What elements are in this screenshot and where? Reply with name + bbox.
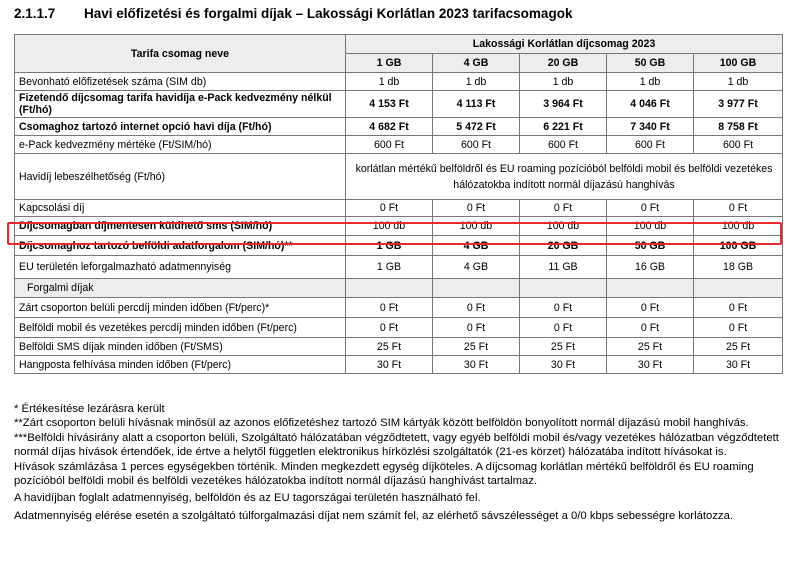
package-group-header: Lakossági Korlátlan díjcsomag 2023	[346, 35, 783, 54]
cell-value: 4 GB	[433, 256, 520, 279]
section-title: Havi előfizetési és forgalmi díjak – Lakossági Korlátlan 2023 tarifacsomagok	[84, 6, 573, 21]
cell-value: 30 Ft	[607, 356, 694, 374]
table-row	[15, 91, 783, 118]
row-label: Hangposta felhívása minden időben (Ft/perc)	[15, 356, 346, 374]
table-row	[15, 338, 783, 356]
empty-cell	[694, 279, 783, 298]
cell-value: 3 964 Ft	[520, 91, 607, 118]
row-label: Zárt csoporton belüli percdíj minden időben (Ft/perc)*	[15, 298, 346, 318]
cell-value: 4 113 Ft	[433, 91, 520, 118]
cell-value: 0 Ft	[694, 200, 783, 217]
cell-value: 0 Ft	[346, 298, 433, 318]
cell-value: 0 Ft	[694, 298, 783, 318]
cell-value: 11 GB	[520, 256, 607, 279]
cell-value: 0 Ft	[520, 318, 607, 338]
cell-value: 600 Ft	[520, 136, 607, 154]
cell-value: 1 db	[433, 73, 520, 91]
cell-value: 100 db	[520, 217, 607, 236]
cell-value: 600 Ft	[346, 136, 433, 154]
cell-value: 1 db	[520, 73, 607, 91]
cell-value: 100 db	[433, 217, 520, 236]
cell-value: 0 Ft	[346, 200, 433, 217]
row-label: e-Pack kedvezmény mértéke (Ft/SIM/hó)	[15, 136, 346, 154]
cell-value: 1 GB	[346, 256, 433, 279]
footnote: * Értékesítése lezárásra került	[14, 403, 165, 415]
cell-value: 600 Ft	[433, 136, 520, 154]
cell-value: 25 Ft	[433, 338, 520, 356]
row-label: EU területén leforgalmazható adatmennyiség	[15, 256, 346, 279]
row-label: Csomaghoz tartozó internet opció havi díja (Ft/hó)	[15, 118, 346, 136]
tariff-table	[14, 34, 783, 374]
row-label: Díjcsomaghoz tartozó belföldi adatforgalom (SIM/hó)**	[15, 236, 346, 256]
table-row	[15, 154, 783, 200]
cell-value: 30 Ft	[694, 356, 783, 374]
cell-value: 25 Ft	[694, 338, 783, 356]
cell-value: 20 GB	[520, 236, 607, 256]
cell-value: 100 db	[694, 217, 783, 236]
section-number: 2.1.1.7	[14, 6, 56, 21]
cell-value: 16 GB	[607, 256, 694, 279]
section-heading	[14, 6, 572, 21]
cell-value: 0 Ft	[520, 298, 607, 318]
empty-cell	[607, 279, 694, 298]
cell-value: 50 GB	[607, 236, 694, 256]
cell-value: 8 758 Ft	[694, 118, 783, 136]
cell-value: 30 Ft	[433, 356, 520, 374]
cell-value: 4 153 Ft	[346, 91, 433, 118]
cell-value: 0 Ft	[694, 318, 783, 338]
cell-value: 4 GB	[433, 236, 520, 256]
footnote: ***Belföldi hívásirány alatt a csoporton belüli, Szolgáltató hálózatában végződtetett, vagy egyéb belföldi mobil és/vagy vezetékes hálózatban végződtetett normál díjas hívások értendőek, ide értve a helytől független elektronikus hírközlési szolgáltatók (21-es körzet) hálózatába indított hívásokat is.	[14, 431, 779, 459]
cell-value: 25 Ft	[520, 338, 607, 356]
cell-value: 100 db	[346, 217, 433, 236]
row-label: Belföldi SMS díjak minden időben (Ft/SMS)	[15, 338, 346, 356]
table-row	[15, 118, 783, 136]
row-label: Kapcsolási díj	[15, 200, 346, 217]
cell-value: 1 GB	[346, 236, 433, 256]
section-row	[15, 279, 783, 298]
cell-value: 4 682 Ft	[346, 118, 433, 136]
footnote: **Zárt csoporton belüli hívásnak minősül az azonos előfizetéshez tartozó SIM kártyák között belföldön bonyolított normál díjazású mobil hanghívás.	[14, 417, 749, 430]
table-row	[15, 136, 783, 154]
cell-value: 30 Ft	[520, 356, 607, 374]
cell-value: 0 Ft	[607, 200, 694, 217]
table-row	[15, 298, 783, 318]
cell-value: 0 Ft	[433, 200, 520, 217]
table-row	[15, 256, 783, 279]
table-row	[15, 73, 783, 91]
cell-value: 0 Ft	[433, 318, 520, 338]
footnotes	[14, 402, 784, 523]
row-label: Belföldi mobil és vezetékes percdíj minden időben (Ft/perc)	[15, 318, 346, 338]
table-row	[15, 356, 783, 374]
cell-value: 25 Ft	[607, 338, 694, 356]
row-label: Fizetendő díjcsomag tarifa havidíja e-Pack kedvezmény nélkül (Ft/hó)	[15, 91, 346, 118]
cell-value: 100 GB	[694, 236, 783, 256]
cell-value: 0 Ft	[346, 318, 433, 338]
tariff-name-header: Tarifa csomag neve	[15, 35, 346, 73]
cell-value: 3 977 Ft	[694, 91, 783, 118]
cell-value: 600 Ft	[694, 136, 783, 154]
cell-value: 0 Ft	[607, 298, 694, 318]
merged-cell-value: korlátlan mértékű belföldről és EU roaming pozícióból belföldi mobil és belföldi vezetékes hálózatokba indított normál díjazású hanghívás	[346, 154, 783, 200]
section-label: Forgalmi díjak	[15, 279, 346, 298]
package-header: 1 GB	[346, 54, 433, 73]
empty-cell	[520, 279, 607, 298]
package-header: 20 GB	[520, 54, 607, 73]
cell-value: 6 221 Ft	[520, 118, 607, 136]
cell-value: 100 db	[607, 217, 694, 236]
cell-value: 1 db	[694, 73, 783, 91]
package-header: 4 GB	[433, 54, 520, 73]
cell-value: 1 db	[607, 73, 694, 91]
cell-value: 600 Ft	[607, 136, 694, 154]
table-row	[15, 318, 783, 338]
footnote: A havidíjban foglalt adatmennyiség, belföldön és az EU tagországai területén használható fel.	[14, 492, 481, 505]
table-row	[15, 200, 783, 217]
cell-value: 0 Ft	[520, 200, 607, 217]
empty-cell	[346, 279, 433, 298]
highlighted-row	[15, 217, 783, 236]
cell-value: 25 Ft	[346, 338, 433, 356]
cell-value: 0 Ft	[607, 318, 694, 338]
row-label: Havidíj lebeszélhetőség (Ft/hó)	[15, 154, 346, 200]
footnote: Hívások számlázása 1 perces egységekben történik. Minden megkezdett egység díjköteles. A díjcsomag korlátlan mértékű belföldről és EU roaming pozícióból belföldi mobil és belföldi vezetékes hálózatokba indított normál díjazású hanghívást tartalmaz.	[14, 460, 754, 488]
cell-value: 7 340 Ft	[607, 118, 694, 136]
package-header: 50 GB	[607, 54, 694, 73]
footnote: Adatmennyiség elérése esetén a szolgáltató túlforgalmazási díjat nem számít fel, az elérhető sávszélességet a 0/0 kbps sebességre korlátozza.	[14, 509, 733, 522]
row-label: Díjcsomagban díjmentesen küldhető sms (SIM/hó)	[15, 217, 346, 236]
table-row	[15, 236, 783, 256]
cell-value: 5 472 Ft	[433, 118, 520, 136]
empty-cell	[433, 279, 520, 298]
cell-value: 18 GB	[694, 256, 783, 279]
cell-value: 1 db	[346, 73, 433, 91]
package-header: 100 GB	[694, 54, 783, 73]
cell-value: 0 Ft	[433, 298, 520, 318]
cell-value: 30 Ft	[346, 356, 433, 374]
row-label: Bevonható előfizetések száma (SIM db)	[15, 73, 346, 91]
cell-value: 4 046 Ft	[607, 91, 694, 118]
